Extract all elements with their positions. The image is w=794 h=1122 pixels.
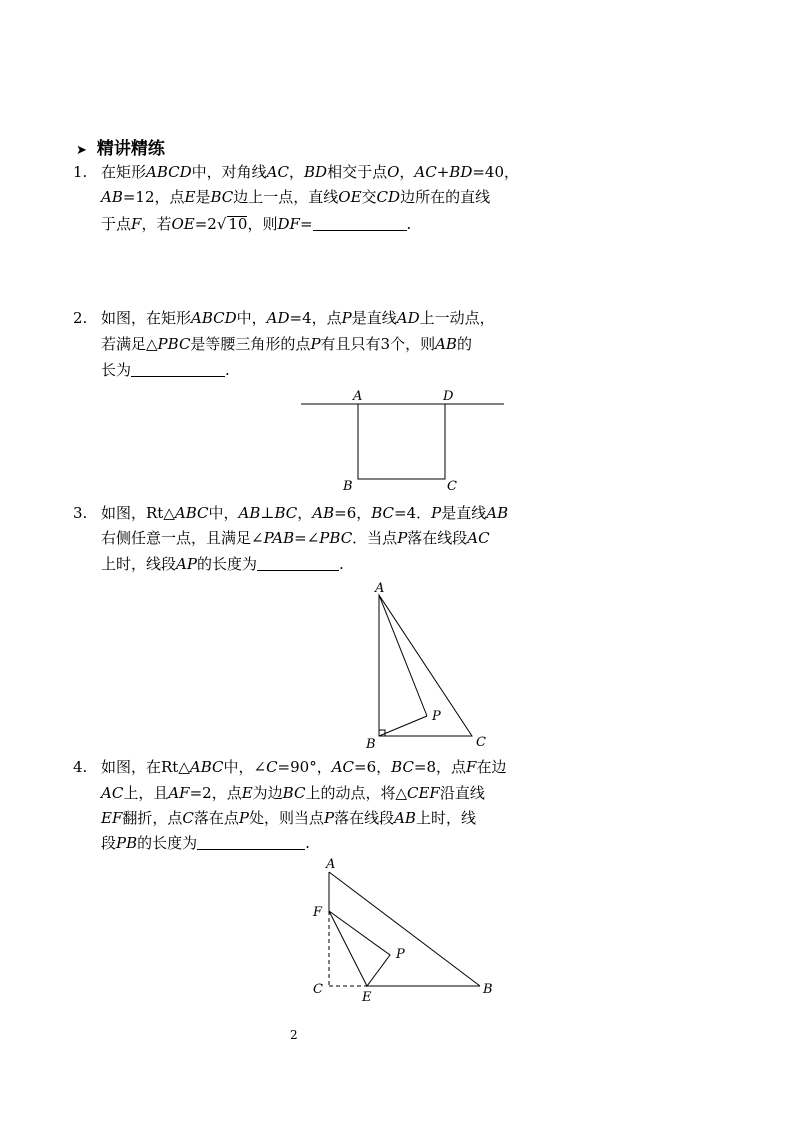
section-title: 精讲精练 bbox=[96, 139, 165, 159]
fig4-label-p: P bbox=[396, 947, 405, 962]
fig4-label-f: F bbox=[313, 905, 323, 920]
fig3-label-c: C bbox=[476, 735, 486, 750]
problem-1-line-2: AB=12，点E是BC边上一点，直线OE交CD边所在的直线 bbox=[101, 188, 491, 206]
problem-3-line-3: 上时，线段AP的长度为 . bbox=[101, 555, 344, 573]
fig2-label-a: A bbox=[353, 389, 363, 404]
problem-1-line-3: 于点F，若OE=2√ 10，则DF= . bbox=[101, 215, 412, 233]
fig4-triangle-fep bbox=[329, 911, 390, 986]
problem-2-line-2: 若满足△PBC是等腰三角形的点P有且只有3个，则AB的 bbox=[101, 335, 472, 353]
problem-4-line-4: 段PB的长度为 . bbox=[101, 834, 310, 852]
fig4-segment-ab bbox=[329, 872, 480, 986]
problem-4-line-3: EF翻折，点C落在点P处，则当点P落在线段AB上时，线 bbox=[101, 809, 476, 827]
fig4-label-a: A bbox=[326, 857, 336, 872]
problem-4-number: 4. bbox=[73, 758, 88, 776]
fig3-label-p: P bbox=[432, 709, 441, 724]
problem-1-line-1: 在矩形ABCD中，对角线AC，BD相交于点O，AC+BD=40， bbox=[101, 163, 520, 181]
fig3-label-a: A bbox=[375, 581, 385, 596]
fig4-label-b: B bbox=[483, 982, 493, 997]
fig4-label-e: E bbox=[362, 990, 372, 1005]
problem-1-number: 1. bbox=[73, 163, 88, 181]
problem-2-line-3: 长为 . bbox=[101, 361, 230, 379]
problem-3-number: 3. bbox=[73, 504, 88, 522]
problem-4-line-2: AC上，且AF=2，点E为边BC上的动点，将△CEF沿直线 bbox=[101, 784, 485, 802]
fig3-label-b: B bbox=[366, 737, 376, 752]
problem-2-line-1: 如图，在矩形ABCD中，AD=4，点P是直线AD上一动点， bbox=[101, 309, 495, 327]
problem-4-line-1: 如图，在Rt△ABC中，∠C=90°，AC=6，BC=8，点F在边 bbox=[101, 758, 507, 776]
problem-3-line-1: 如图，Rt△ABC中，AB⊥BC，AB=6，BC=4．P是直线AB bbox=[101, 504, 509, 522]
arrow-bullet-icon: ➤ bbox=[76, 143, 87, 158]
fig2-label-d: D bbox=[443, 389, 454, 404]
fig4-label-c: C bbox=[313, 982, 323, 997]
problem-2-number: 2. bbox=[73, 309, 88, 327]
fig2-label-c: C bbox=[447, 479, 457, 494]
fig2-label-b: B bbox=[343, 479, 353, 494]
problem-3-line-2: 右侧任意一点，且满足∠PAB=∠PBC．当点P落在线段AC bbox=[101, 529, 490, 547]
page-number: 2 bbox=[290, 1028, 298, 1042]
